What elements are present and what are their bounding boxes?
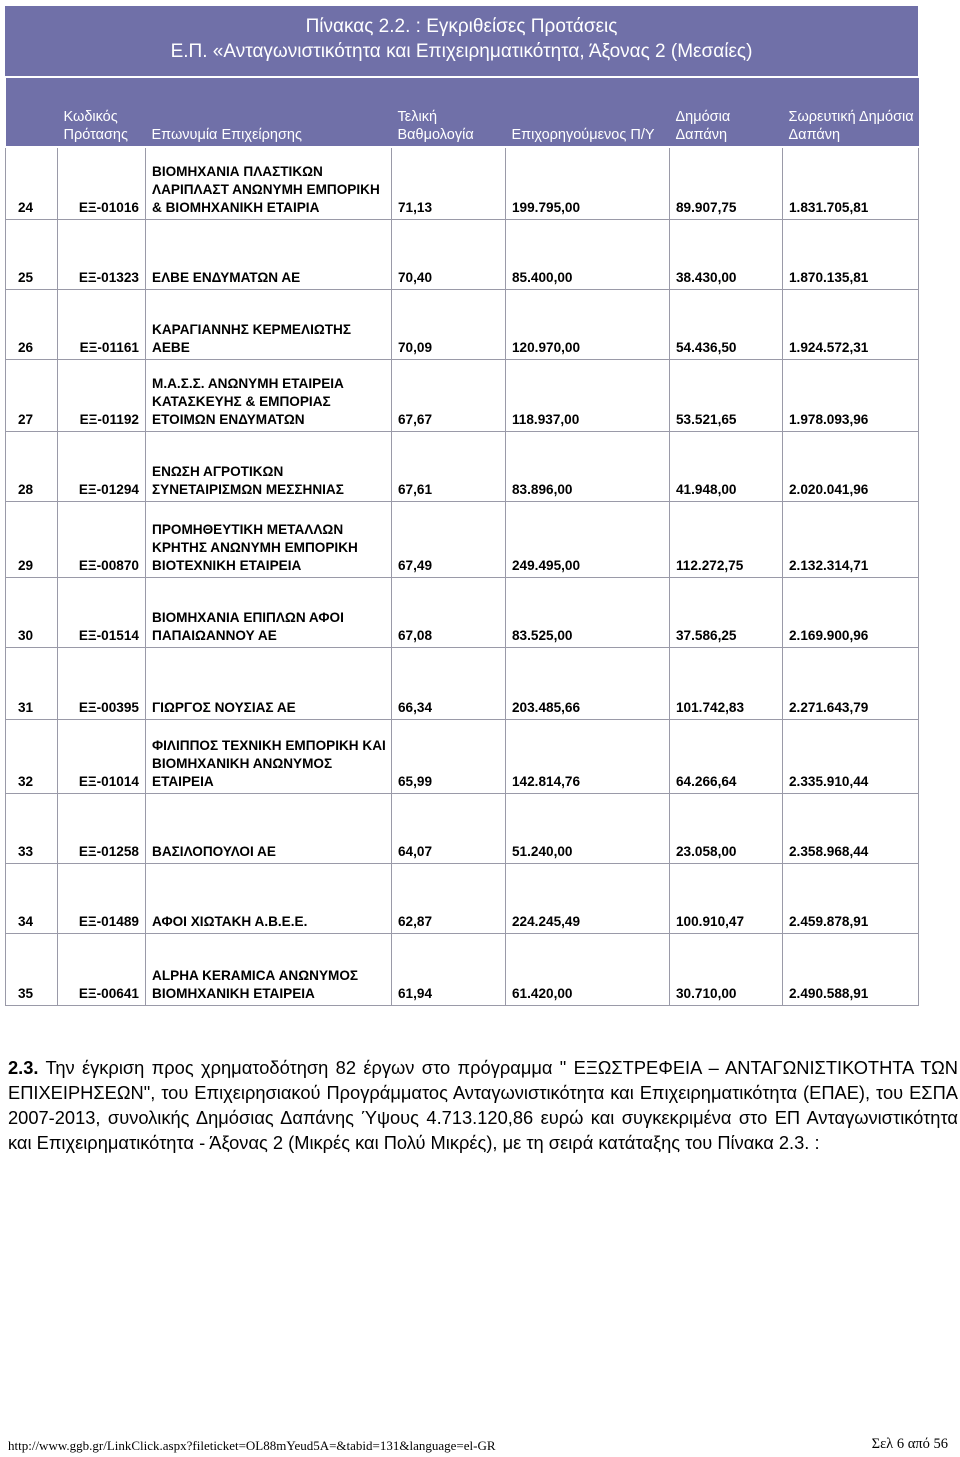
approved-proposals-table xyxy=(5,78,919,1006)
table-row xyxy=(6,863,919,933)
proposal-code: ΕΞ-01489 xyxy=(58,863,146,933)
cumulative-public-expenditure: 2.132.314,71 xyxy=(783,501,919,577)
company-name: ΑΦΟΙ ΧΙΩΤΑΚΗ Α.Β.Ε.Ε. xyxy=(146,863,392,933)
public-expenditure: 30.710,00 xyxy=(670,933,783,1005)
subsidized-budget: 85.400,00 xyxy=(506,219,670,289)
cumulative-public-expenditure: 2.490.588,91 xyxy=(783,933,919,1005)
cumulative-public-expenditure: 1.870.135,81 xyxy=(783,219,919,289)
company-name: ΠΡΟΜΗΘΕΥΤΙΚΗ ΜΕΤΑΛΛΩΝ ΚΡΗΤΗΣ ΑΝΩΝΥΜΗ ΕΜΠΟΡΙΚΗ ΒΙΟΤΕΧΝΙΚΗ ΕΤΑΙΡΕΙΑ xyxy=(146,501,392,577)
cumulative-public-expenditure: 2.020.041,96 xyxy=(783,431,919,501)
public-expenditure: 38.430,00 xyxy=(670,219,783,289)
row-index: 34 xyxy=(6,863,58,933)
footer-url: http://www.ggb.gr/LinkClick.aspx?fileticket=OL88mYeud5A=&tabid=131&language=el-GR xyxy=(8,1438,496,1453)
company-name: ΒΙΟΜΗΧΑΝΙΑ ΕΠΙΠΛΩΝ ΑΦΟΙ ΠΑΠΑΙΩΑΝΝΟΥ ΑΕ xyxy=(146,577,392,647)
row-index: 30 xyxy=(6,577,58,647)
page-number: Σελ 6 από 56 xyxy=(871,1436,948,1452)
company-name: ΚΑΡΑΓΙΑΝΝΗΣ ΚΕΡΜΕΛΙΩΤΗΣ ΑΕΒΕ xyxy=(146,289,392,359)
table-row xyxy=(6,647,919,719)
cumulative-public-expenditure: 1.978.093,96 xyxy=(783,359,919,431)
proposal-code: ΕΞ-01014 xyxy=(58,719,146,793)
proposal-code: ΕΞ-01016 xyxy=(58,147,146,219)
cumulative-public-expenditure: 2.169.900,96 xyxy=(783,577,919,647)
public-expenditure: 23.058,00 xyxy=(670,793,783,863)
title-line-2: Ε.Π. «Ανταγωνιστικότητα και Επιχειρηματικότητα, Άξονας 2 (Μεσαίες) xyxy=(170,41,753,62)
company-name: ΒΑΣΙΛΟΠΟΥΛΟΙ ΑΕ xyxy=(146,793,392,863)
proposal-code: ΕΞ-01514 xyxy=(58,577,146,647)
header-public-expenditure: Δημόσια Δαπάνη xyxy=(670,78,783,147)
company-name: Μ.Α.Σ.Σ. ΑΝΩΝΥΜΗ ΕΤΑΙΡΕΙΑ ΚΑΤΑΣΚΕΥΗΣ & ΕΜΠΟΡΙΑΣ ΕΤΟΙΜΩΝ ΕΝΔΥΜΑΤΩΝ xyxy=(146,359,392,431)
row-index: 27 xyxy=(6,359,58,431)
cumulative-public-expenditure: 2.358.968,44 xyxy=(783,793,919,863)
row-index: 25 xyxy=(6,219,58,289)
table-row xyxy=(6,793,919,863)
table-row xyxy=(6,219,919,289)
row-index: 28 xyxy=(6,431,58,501)
subsidized-budget: 61.420,00 xyxy=(506,933,670,1005)
header-index xyxy=(6,78,58,147)
proposal-code: ΕΞ-00395 xyxy=(58,647,146,719)
subsidized-budget: 199.795,00 xyxy=(506,147,670,219)
header-subsidized-budget: Επιχορηγούμενος Π/Υ xyxy=(506,78,670,147)
final-score: 67,61 xyxy=(392,431,506,501)
cumulative-public-expenditure: 2.459.878,91 xyxy=(783,863,919,933)
company-name: ΕΛΒΕ ΕΝΔΥΜΑΤΩΝ ΑΕ xyxy=(146,219,392,289)
subsidized-budget: 118.937,00 xyxy=(506,359,670,431)
final-score: 70,09 xyxy=(392,289,506,359)
cumulative-public-expenditure: 1.924.572,31 xyxy=(783,289,919,359)
header-proposal-code: Κωδικός Πρότασης xyxy=(58,78,146,147)
proposal-code: ΕΞ-00870 xyxy=(58,501,146,577)
subsidized-budget: 249.495,00 xyxy=(506,501,670,577)
subsidized-budget: 83.525,00 xyxy=(506,577,670,647)
final-score: 66,34 xyxy=(392,647,506,719)
cumulative-public-expenditure: 2.271.643,79 xyxy=(783,647,919,719)
subsidized-budget: 83.896,00 xyxy=(506,431,670,501)
final-score: 64,07 xyxy=(392,793,506,863)
section-text: Την έγκριση προς χρηματοδότηση 82 έργων στο πρόγραμμα " ΕΞΩΣΤΡΕΦΕΙΑ – ΑΝΤΑΓΩΝΙΣΤΙΚΟΤΗΤΑ ΤΩΝ ΕΠΙΧΕΙΡΗΣΕΩΝ", του Επιχειρησιακού Προγράμματος Ανταγωνιστικότητα και Επιχειρηματικότητα (ΕΠΑΕ), του ΕΣΠΑ 2007-2013, συνολικής Δημόσιας Δαπάνης Ύψους 4.713.120,86 ευρώ και συγκεκριμένα στο ΕΠ Ανταγωνιστικότητα και Επιχειρηματικότητα - Άξονας 2 (Μικρές και Πολύ Μικρές), με τη σειρά κατάταξης του Πίνακα 2.3. : xyxy=(8,1057,959,1153)
row-index: 32 xyxy=(6,719,58,793)
final-score: 67,67 xyxy=(392,359,506,431)
table-row xyxy=(6,501,919,577)
public-expenditure: 100.910,47 xyxy=(670,863,783,933)
row-index: 33 xyxy=(6,793,58,863)
final-score: 71,13 xyxy=(392,147,506,219)
row-index: 26 xyxy=(6,289,58,359)
company-name: ΓΙΩΡΓΟΣ ΝΟΥΣΙΑΣ ΑΕ xyxy=(146,647,392,719)
proposal-code: ΕΞ-01192 xyxy=(58,359,146,431)
header-cumulative-public-expenditure: Σωρευτική Δημόσια Δαπάνη xyxy=(783,78,919,147)
public-expenditure: 53.521,65 xyxy=(670,359,783,431)
row-index: 24 xyxy=(6,147,58,219)
subsidized-budget: 142.814,76 xyxy=(506,719,670,793)
public-expenditure: 41.948,00 xyxy=(670,431,783,501)
table-row xyxy=(6,719,919,793)
final-score: 61,94 xyxy=(392,933,506,1005)
public-expenditure: 54.436,50 xyxy=(670,289,783,359)
public-expenditure: 37.586,25 xyxy=(670,577,783,647)
final-score: 67,08 xyxy=(392,577,506,647)
subsidized-budget: 51.240,00 xyxy=(506,793,670,863)
table-title xyxy=(5,6,918,76)
subsidized-budget: 120.970,00 xyxy=(506,289,670,359)
table-row xyxy=(6,577,919,647)
title-line-1: Πίνακας 2.2. : Εγκριθείσες Προτάσεις xyxy=(305,16,618,37)
company-name: ΦΙΛΙΠΠΟΣ ΤΕΧΝΙΚΗ ΕΜΠΟΡΙΚΗ ΚΑΙ ΒΙΟΜΗΧΑΝΙΚΗ ΑΝΩΝΥΜΟΣ ΕΤΑΙΡΕΙΑ xyxy=(146,719,392,793)
row-index: 31 xyxy=(6,647,58,719)
proposal-code: ΕΞ-01258 xyxy=(58,793,146,863)
section-number: 2.3. xyxy=(8,1057,39,1078)
company-name: ΕΝΩΣΗ ΑΓΡΟΤΙΚΩΝ ΣΥΝΕΤΑΙΡΙΣΜΩΝ ΜΕΣΣΗΝΙΑΣ xyxy=(146,431,392,501)
table-row xyxy=(6,431,919,501)
cumulative-public-expenditure: 1.831.705,81 xyxy=(783,147,919,219)
subsidized-budget: 224.245,49 xyxy=(506,863,670,933)
header-final-score: Τελική Βαθμολογία xyxy=(392,78,506,147)
table-header-row xyxy=(6,78,919,147)
row-index: 29 xyxy=(6,501,58,577)
final-score: 70,40 xyxy=(392,219,506,289)
public-expenditure: 64.266,64 xyxy=(670,719,783,793)
table-row xyxy=(6,359,919,431)
proposal-code: ΕΞ-01161 xyxy=(58,289,146,359)
company-name: ALPHA KERAMICA ΑΝΩΝΥΜΟΣ ΒΙΟΜΗΧΑΝΙΚΗ ΕΤΑΙΡΕΙΑ xyxy=(146,933,392,1005)
table-row xyxy=(6,289,919,359)
proposal-code: ΕΞ-01294 xyxy=(58,431,146,501)
row-index: 35 xyxy=(6,933,58,1005)
table-row xyxy=(6,933,919,1005)
subsidized-budget: 203.485,66 xyxy=(506,647,670,719)
public-expenditure: 112.272,75 xyxy=(670,501,783,577)
public-expenditure: 89.907,75 xyxy=(670,147,783,219)
final-score: 62,87 xyxy=(392,863,506,933)
final-score: 65,99 xyxy=(392,719,506,793)
table-row xyxy=(6,147,919,219)
cumulative-public-expenditure: 2.335.910,44 xyxy=(783,719,919,793)
company-name: ΒΙΟΜΗΧΑΝΙΑ ΠΛΑΣΤΙΚΩΝ ΛΑΡΙΠΛΑΣΤ ΑΝΩΝΥΜΗ ΕΜΠΟΡΙΚΗ & ΒΙΟΜΗΧΑΝΙΚΗ ΕΤΑΙΡΙΑ xyxy=(146,147,392,219)
section-paragraph xyxy=(8,1055,958,1155)
public-expenditure: 101.742,83 xyxy=(670,647,783,719)
final-score: 67,49 xyxy=(392,501,506,577)
proposal-code: ΕΞ-00641 xyxy=(58,933,146,1005)
header-company-name: Επωνυμία Επιχείρησης xyxy=(146,78,392,147)
proposal-code: ΕΞ-01323 xyxy=(58,219,146,289)
